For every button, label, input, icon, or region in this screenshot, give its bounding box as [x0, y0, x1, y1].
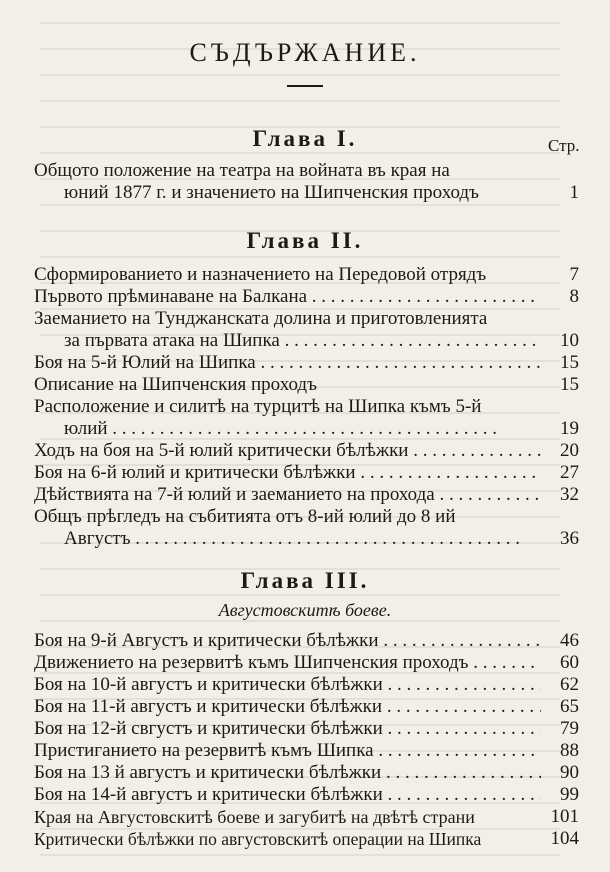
toc-entry-page: 7 [569, 264, 579, 285]
chapter-1-heading: Глава I. [252, 126, 358, 151]
toc-entry-page: 88 [560, 740, 579, 761]
toc-entry-text: Пристиганието на резервитѣ къмъ Шипка . . . [34, 740, 541, 762]
toc-entry-page: 19 [560, 418, 579, 439]
toc-entry [34, 330, 579, 352]
toc-entry-text: Движението на резервитѣ къмъ Шипченския проходъ . . . [34, 652, 541, 674]
toc-entry [34, 696, 579, 718]
toc-entry [34, 440, 579, 462]
chapter-3-subtitle: Августовскитѣ боеве. [218, 600, 392, 620]
toc-entry-text: за първата атака на Шипка . . . [64, 330, 541, 352]
toc-entry [34, 652, 579, 674]
toc-entry-page: 15 [560, 352, 579, 373]
toc-entry [34, 374, 579, 396]
toc-entry-text: Боя на 11-й августъ и критически бѣлѣжки . . . [34, 696, 541, 718]
toc-entry-text: Боя на 12-й свгустъ и критически бѣлѣжки . . . [34, 718, 541, 740]
toc-entry [34, 462, 579, 484]
toc-entry-page: 27 [560, 462, 579, 483]
toc-entry-page: 65 [560, 696, 579, 717]
toc-entry-page: 10 [560, 330, 579, 351]
toc-entry [34, 160, 579, 182]
toc-entry-text: юлий . . . [64, 418, 497, 440]
toc-entry [34, 286, 579, 308]
toc-entry-page: 8 [569, 286, 579, 307]
toc-entry-text: Края на Августовскитѣ боеве и загубитѣ на двѣтѣ страни [34, 807, 475, 827]
toc-entry-page: 15 [560, 374, 579, 395]
toc-entry-page: 32 [560, 484, 579, 505]
toc-entry-text: Августъ . . . [64, 528, 520, 550]
toc-entry-page: 90 [560, 762, 579, 783]
toc-entry-text: юний 1877 г. и значението на Шипченския проходъ [64, 182, 479, 203]
toc-entry-text: Сформированието и назначението на Передовой отрядъ [34, 264, 487, 285]
toc-entry [34, 806, 579, 828]
toc-entry-page: 1 [569, 182, 579, 203]
toc-entry-page: 99 [560, 784, 579, 805]
toc-entry-text: Боя на 5-й Юлий на Шипка . . . [34, 352, 541, 374]
toc-entry-text: Боя на 14-й августъ и критически бѣлѣжки . . . [34, 784, 541, 806]
chapter-3-heading: Глава III. [240, 568, 370, 593]
toc-entry [34, 182, 579, 204]
toc-entry [34, 740, 579, 762]
toc-entry-page: 79 [560, 718, 579, 739]
toc-entry-text: Боя на 10-й августъ и критически бѣлѣжки . . . [34, 674, 541, 696]
page-title: СЪДЪРЖАНИЕ. [189, 38, 421, 67]
toc-entry [34, 630, 579, 652]
toc-entry-text: Първото прѣминаване на Балкана . . . [34, 286, 541, 308]
toc-entry-text: Боя на 9-й Августъ и критически бѣлѣжки . . . [34, 630, 541, 652]
toc-entry-page: 60 [560, 652, 579, 673]
toc-entry-page: 62 [560, 674, 579, 695]
toc-entry-text: Расположение и силитѣ на турцитѣ на Шипка къмъ 5-й [34, 396, 482, 417]
toc-entry-page: 104 [550, 828, 579, 849]
toc-entry-page: 20 [560, 440, 579, 461]
toc-entry-text: Описание на Шипченския проходъ [34, 374, 317, 395]
chapter-2-heading: Глава II. [246, 228, 364, 253]
toc-entry-text: Общъ прѣгледъ на събитията отъ 8-ий юлий до 8 ий [34, 506, 456, 527]
toc-entry [34, 484, 579, 506]
toc-entry-text: Заеманието на Тунджанската долина и приготовленията [34, 308, 488, 329]
toc-entry-page: 101 [550, 806, 579, 827]
toc-entry [34, 352, 579, 374]
page-column-label: Стр. [548, 136, 580, 155]
toc-entry [34, 828, 579, 850]
toc-entry [34, 418, 579, 440]
toc-entry [34, 528, 579, 550]
toc-entry-text: Критически бѣлѣжки по августовскитѣ операции на Шипка [34, 829, 482, 849]
toc-entry-text: Боя на 6-й юлий и критически бѣлѣжки . . . [34, 462, 541, 484]
toc-entry-text: Боя на 13 й августъ и критически бѣлѣжки . . . [34, 762, 541, 784]
toc-entry-text: Общото положение на театра на войната въ края на [34, 160, 450, 181]
toc-entry-text: Дѣйствията на 7-й юлий и заеманието на прохода . . . [34, 484, 541, 506]
toc-entry [34, 308, 579, 330]
toc-entry [34, 784, 579, 806]
toc-entry [34, 762, 579, 784]
toc-entry-page: 36 [560, 528, 579, 549]
toc-entry [34, 506, 579, 528]
toc-entry [34, 718, 579, 740]
title-rule [287, 85, 323, 87]
toc-entry-page: 46 [560, 630, 579, 651]
toc-entry [34, 396, 579, 418]
toc-entry [34, 674, 579, 696]
toc-entry [34, 264, 579, 286]
toc-entry-text: Ходъ на боя на 5-й юлий критически бѣлѣжки . . . [34, 440, 541, 462]
